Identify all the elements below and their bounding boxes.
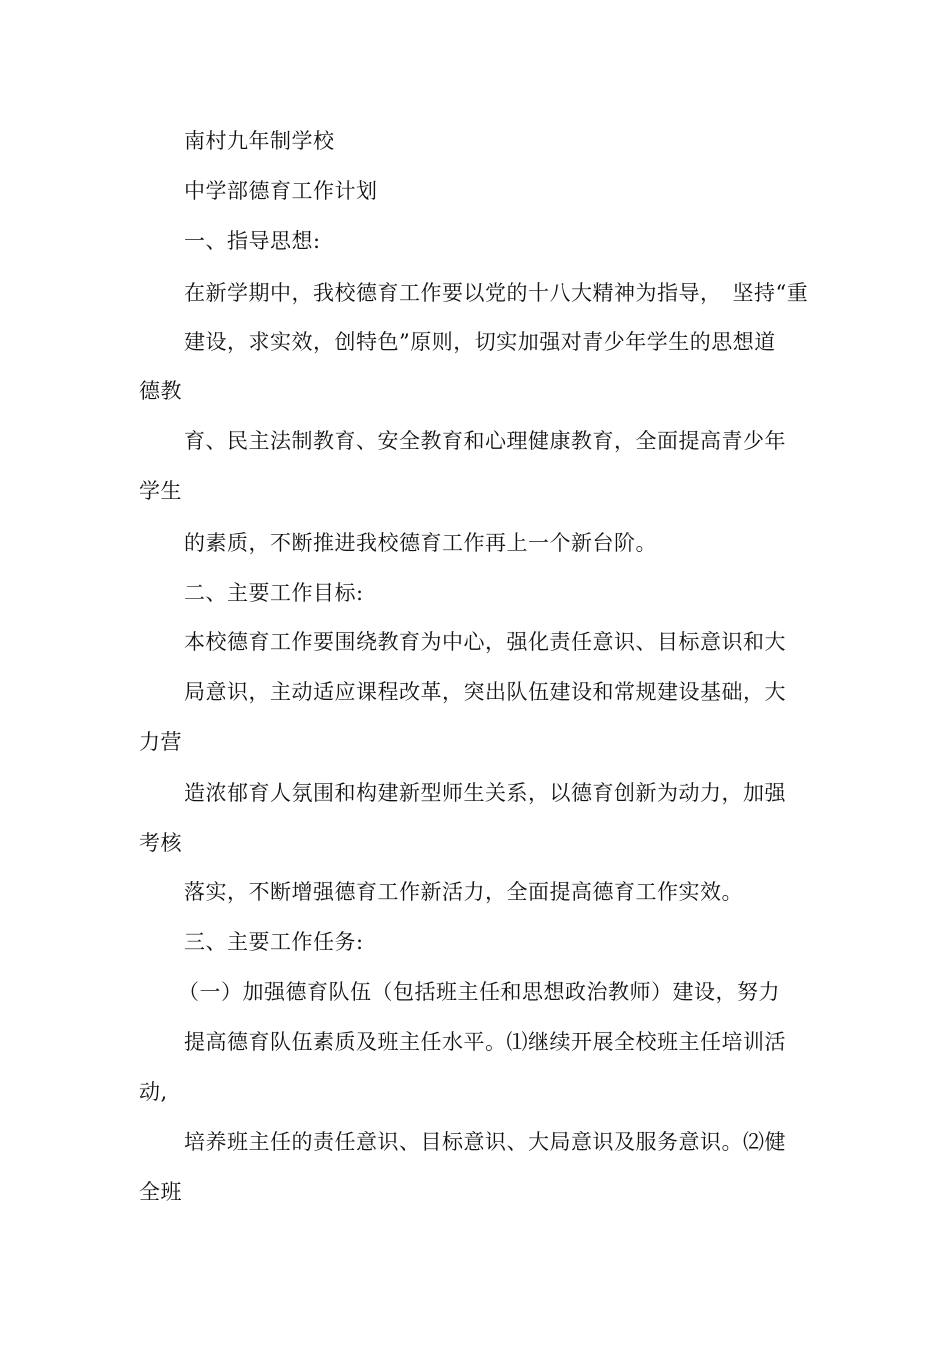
document-title: 中学部德育工作计划	[184, 179, 378, 203]
section-heading-guiding-ideology: 一、指导思想:	[184, 229, 321, 253]
paragraph-line: 在新学期中，我校德育工作要以党的十八大精神为指导， 坚持“重	[184, 281, 809, 305]
paragraph-line: 局意识，主动适应课程改革，突出队伍建设和常规建设基础，大	[184, 680, 786, 704]
section-heading-main-goals: 二、主要工作目标:	[184, 581, 364, 605]
paragraph-line: 培养班主任的责任意识、目标意识、大局意识及服务意识。⑵健	[184, 1130, 786, 1154]
paragraph-line: 育、民主法制教育、安全教育和心理健康教育，全面提高青少年	[184, 429, 786, 453]
paragraph-line: 考核	[139, 831, 182, 855]
section-heading-main-tasks: 三、主要工作任务:	[184, 930, 364, 954]
paragraph-line: 力营	[139, 730, 182, 754]
paragraph-line: 全班	[139, 1180, 182, 1204]
school-name: 南村九年制学校	[184, 129, 335, 153]
paragraph-line: 学生	[139, 479, 182, 503]
paragraph-line: 提高德育队伍素质及班主任水平。⑴继续开展全校班主任培训活	[184, 1030, 786, 1054]
paragraph-line: 本校德育工作要围绕教育为中心，强化责任意识、目标意识和大	[184, 630, 786, 654]
paragraph-line: 的素质，不断推进我校德育工作再上一个新台阶。	[184, 531, 657, 555]
paragraph-line: 造浓郁育人氛围和构建新型师生关系，以德育创新为动力，加强	[184, 781, 786, 805]
paragraph-line: 动,	[139, 1080, 168, 1104]
paragraph-line: （一）加强德育队伍（包括班主任和思想政治教师）建设，努力	[178, 980, 780, 1004]
paragraph-line: 落实，不断增强德育工作新活力，全面提高德育工作实效。	[184, 880, 743, 904]
paragraph-line: 建设，求实效，创特色”原则，切实加强对青少年学生的思想道	[184, 330, 776, 354]
paragraph-line: 德教	[139, 379, 182, 403]
